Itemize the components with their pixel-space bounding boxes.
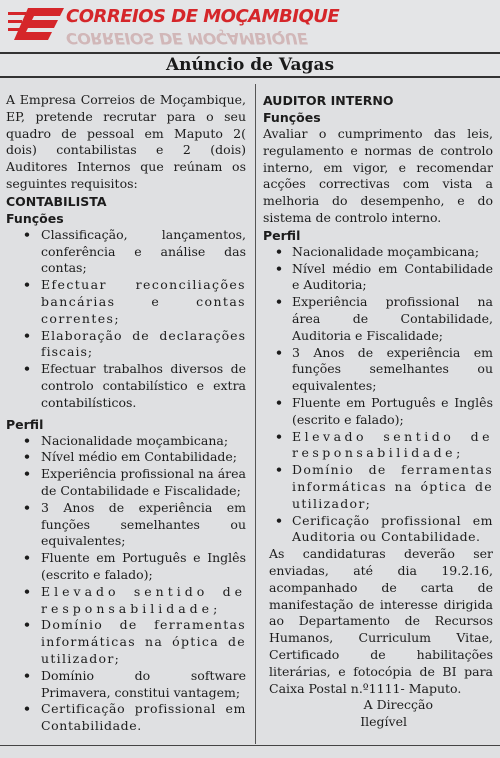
list-item: • Fluente em Português e Inglês (escrito e falado);: [6, 550, 246, 584]
list-item: • Domínio de ferramentas informáticas na óptica de utilizador;: [6, 617, 246, 667]
funcoes-heading: Funções: [6, 210, 64, 226]
auditor-perfil-list: [263, 244, 493, 546]
list-item: • Nacionalidade moçambicana;: [263, 244, 493, 261]
list-item: • Domínio de ferramentas informáticas na óptica de utilizador;: [263, 462, 493, 512]
list-item: • Certificação profissional em Contabilidade.: [6, 701, 246, 735]
perfil-heading: Perfil: [6, 416, 44, 432]
column-divider: [255, 84, 256, 744]
funcoes-heading: Funções: [263, 110, 321, 125]
role-heading-auditor: AUDITOR INTERNO: [263, 93, 394, 108]
list-item: • Cerificação profissional em Auditoria ou Contabilidade.: [263, 513, 493, 547]
list-item: • Experiência profissional na área de Contabilidade, Auditoria e Fiscalidade;: [263, 294, 493, 344]
brand-name-reflection: CORREIOS DE MOÇAMBIQUE: [66, 29, 308, 48]
correios-logo-icon: [8, 6, 64, 44]
title-bar: [0, 52, 500, 78]
left-column: [6, 92, 246, 735]
list-item: • Elevado sentido de responsabilidade;: [263, 429, 493, 463]
list-item: • Classificação, lançamentos, conferência e análise das contas;: [6, 227, 246, 277]
list-item: • Nacionalidade moçambicana;: [6, 433, 246, 450]
list-item: • Nível médio em Contabilidade e Auditoria;: [263, 261, 493, 295]
list-item: • Fluente em Português e Inglês (escrito e falado);: [263, 395, 493, 429]
illegible-signature: Ilegível: [360, 714, 407, 730]
list-item: • 3 Anos de experiência em funções semelhantes ou equivalentes;: [6, 500, 246, 550]
list-item: • Elevado sentido de responsabilidade;: [6, 584, 246, 618]
signature: A Direcção: [363, 697, 433, 713]
list-item: • Domínio do software Primavera, constitui vantagem;: [6, 668, 246, 702]
list-item: • Efectuar trabalhos diversos de controlo contabilístico e extra contabilísticos.: [6, 361, 246, 411]
right-column: [263, 92, 493, 731]
contabilista-perfil-list: [6, 433, 246, 735]
list-item: • 3 Anos de experiência em funções semelhantes ou equivalentes;: [263, 345, 493, 395]
list-item: • Nível médio em Contabilidade;: [6, 449, 246, 466]
closing-paragraph: As candidaturas deverão ser enviadas, até dia 19.2.16, acompanhado de carta de manifestação de interesse dirigida ao Departamento de Recursos Humanos, Curriculum Vitae, Certificado de habilitações literárias, e fotocópia de BI para Caixa Postal n.º1111- Maputo.: [269, 546, 493, 696]
perfil-heading: Perfil: [263, 227, 301, 243]
contabilista-funcoes-list: [6, 227, 246, 412]
role-heading-contabilista: CONTABILISTA: [6, 193, 107, 209]
masthead: [0, 0, 500, 52]
brand-name: CORREIOS DE MOÇAMBIQUE: [66, 6, 340, 27]
auditor-funcoes-text: Avaliar o cumprimento das leis, regulamento e normas de controlo interno, em vigor, e recomendar acções correctivas com vista a melhoria do desempenho, e do sistema de controlo interno.: [263, 126, 493, 225]
bottom-rule: [0, 745, 500, 746]
page-title: Anúncio de Vagas: [165, 55, 335, 75]
list-item: • Efectuar reconciliações bancárias e contas correntes;: [6, 277, 246, 327]
intro-paragraph: A Empresa Correios de Moçambique, EP, pretende recrutar para o seu quadro de pessoal em Maputo 2( dois) contabilistas e 2 (dois) Auditores Internos que reúnam os seguintes requisitos:: [6, 92, 246, 191]
list-item: • Experiência profissional na área de Contabilidade e Fiscalidade;: [6, 466, 246, 500]
list-item: • Elaboração de declarações fiscais;: [6, 328, 246, 362]
